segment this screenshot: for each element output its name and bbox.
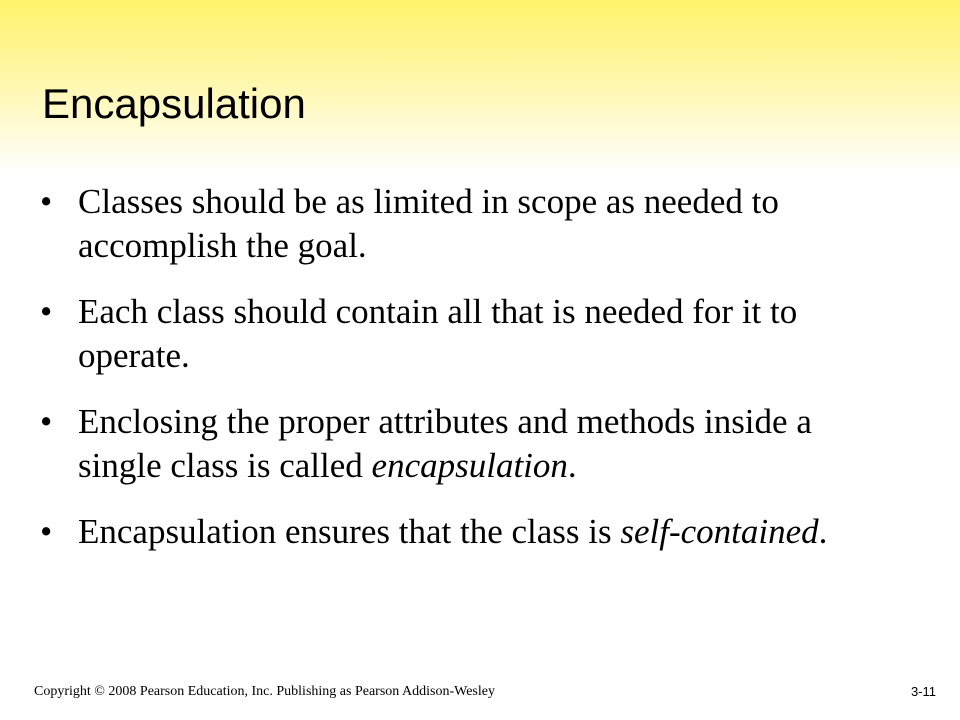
bullet-text (78, 510, 898, 554)
bullet-text-plain: Encapsulation ensures that the class is (78, 512, 621, 551)
bullet-list (40, 180, 920, 576)
bullet-item (40, 400, 920, 488)
page-number: 3-11 (910, 684, 936, 699)
bullet-marker: • (40, 402, 53, 441)
bullet-text-plain: . (818, 512, 828, 551)
bullet-item (40, 290, 920, 378)
bullet-text: Each class should contain all that is needed for it to operate. (78, 292, 798, 375)
bullet-marker: • (40, 292, 53, 331)
copyright-notice: Copyright © 2008 Pearson Education, Inc. Publishing as Pearson Addison-Wesley (34, 684, 495, 699)
bullet-text-plain: Enclosing the proper attributes and methods inside a single class is called (78, 402, 812, 485)
bullet-item (40, 180, 920, 268)
bullet-text: Classes should be as limited in scope as needed to accomplish the goal. (78, 182, 779, 265)
bullet-text (78, 400, 898, 488)
bullet-item (40, 510, 920, 554)
bullet-text-emphasis: encapsulation (371, 446, 568, 485)
slide-title: Encapsulation (42, 80, 306, 127)
bullet-text-emphasis: self-contained (620, 512, 819, 551)
bullet-marker: • (40, 512, 53, 551)
bullet-marker: • (40, 182, 53, 221)
bullet-text-plain: . (567, 446, 577, 485)
